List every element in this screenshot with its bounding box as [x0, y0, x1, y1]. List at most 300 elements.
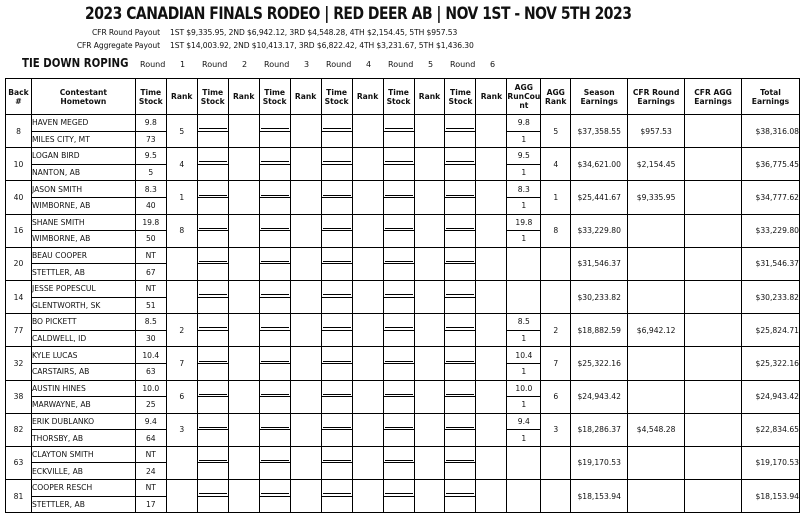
cfr-round-earnings: [628, 446, 685, 479]
round-label: Round: [450, 60, 476, 69]
round5-stock: [383, 164, 414, 181]
empty-time-box: [261, 149, 289, 162]
season-earnings: $34,621.00: [571, 148, 628, 181]
empty-time-box: [323, 149, 351, 162]
round5-rank: [414, 214, 445, 247]
agg-rank: 8: [541, 214, 571, 247]
round2-rank: [228, 280, 259, 313]
round1-stock: 5: [135, 164, 166, 181]
round2-time: [197, 446, 228, 463]
round2-rank: [228, 115, 259, 148]
round5-rank: [414, 380, 445, 413]
contestant-hometown: NANTON, AB: [31, 164, 135, 181]
round2-stock: [197, 197, 228, 214]
header-r5-rank: Rank: [414, 79, 445, 115]
round4-rank: [352, 148, 383, 181]
round2-time: [197, 181, 228, 198]
round4-stock: [321, 496, 352, 513]
agg-rank: 4: [541, 148, 571, 181]
header-r5-time: Time Stock: [383, 79, 414, 115]
empty-time-box: [199, 249, 227, 262]
round6-stock: [445, 264, 476, 281]
table-row: [6, 480, 800, 497]
empty-time-box: [199, 216, 227, 229]
round2-stock: [197, 264, 228, 281]
contestant-hometown: MILES CITY, MT: [31, 131, 135, 148]
round3-rank: [290, 280, 321, 313]
empty-time-box: [261, 415, 289, 428]
empty-time-box: [323, 249, 351, 262]
round3-rank: [290, 148, 321, 181]
table-row: [6, 115, 800, 132]
empty-time-box: [385, 349, 413, 362]
header-r6-rank: Rank: [476, 79, 507, 115]
back-number: 63: [6, 446, 32, 479]
empty-time-box: [199, 282, 227, 295]
round6-stock: [445, 463, 476, 480]
header-r1-time: Time Stock: [135, 79, 166, 115]
contestant-name: KYLE LUCAS: [31, 347, 135, 364]
round5-stock: [383, 264, 414, 281]
round-number: 4: [366, 60, 372, 69]
agg-time: 10.0: [507, 380, 541, 397]
round3-stock: [259, 197, 290, 214]
round5-stock: [383, 297, 414, 314]
empty-time-box: [446, 349, 474, 362]
round6-stock: [445, 297, 476, 314]
round1-time: 10.0: [135, 380, 166, 397]
round3-time: [259, 380, 290, 397]
empty-time-box: [446, 116, 474, 129]
agg-time: [507, 446, 541, 479]
round5-rank: [414, 115, 445, 148]
header-cfr-agg-earnings: CFR AGG Earnings: [685, 79, 742, 115]
round5-stock: [383, 397, 414, 414]
page-title: 2023 CANADIAN FINALS RODEO | RED DEER AB | NOV 1ST - NOV 5TH 2023: [85, 4, 632, 24]
round4-stock: [321, 330, 352, 347]
round3-time: [259, 181, 290, 198]
total-earnings: $38,316.08: [741, 115, 799, 148]
round4-time: [321, 380, 352, 397]
round3-time: [259, 347, 290, 364]
agg-time: [507, 247, 541, 280]
round5-stock: [383, 463, 414, 480]
round3-rank: [290, 347, 321, 380]
round4-rank: [352, 280, 383, 313]
empty-time-box: [323, 216, 351, 229]
agg-runcount: 1: [507, 330, 541, 347]
contestant-hometown: GLENTWORTH, SK: [31, 297, 135, 314]
round5-stock: [383, 330, 414, 347]
agg-time: 9.8: [507, 115, 541, 132]
round1-rank: 4: [166, 148, 197, 181]
event-title: TIE DOWN ROPING: [22, 56, 129, 70]
round5-rank: [414, 446, 445, 479]
back-number: 38: [6, 380, 32, 413]
empty-time-box: [199, 382, 227, 395]
empty-time-box: [446, 448, 474, 461]
round1-rank: 1: [166, 181, 197, 214]
contestant-hometown: STETTLER, AB: [31, 496, 135, 513]
season-earnings: $24,943.42: [571, 380, 628, 413]
table-row: [6, 380, 800, 397]
round6-rank: [476, 413, 507, 446]
agg-time: [507, 480, 541, 513]
round1-time: 9.5: [135, 148, 166, 165]
total-earnings: $33,229.80: [741, 214, 799, 247]
round3-time: [259, 413, 290, 430]
round4-stock: [321, 463, 352, 480]
round6-time: [445, 480, 476, 497]
round4-rank: [352, 314, 383, 347]
round-number: 2: [242, 60, 248, 69]
agg-rank: [541, 247, 571, 280]
round1-time: 19.8: [135, 214, 166, 231]
round2-rank: [228, 446, 259, 479]
round2-rank: [228, 314, 259, 347]
round4-stock: [321, 297, 352, 314]
round4-stock: [321, 231, 352, 248]
round4-rank: [352, 413, 383, 446]
empty-time-box: [385, 216, 413, 229]
cfr-agg-earnings: [685, 247, 742, 280]
empty-time-box: [323, 415, 351, 428]
round6-time: [445, 413, 476, 430]
total-earnings: $18,153.94: [741, 480, 799, 513]
empty-time-box: [446, 282, 474, 295]
season-earnings: $31,546.37: [571, 247, 628, 280]
round-label: Round: [264, 60, 290, 69]
round3-stock: [259, 330, 290, 347]
header-contestant: Contestant Hometown: [31, 79, 135, 115]
contestant-name: ERIK DUBLANKO: [31, 413, 135, 430]
cfr-agg-earnings: [685, 413, 742, 446]
back-number: 10: [6, 148, 32, 181]
empty-time-box: [385, 282, 413, 295]
round5-stock: [383, 496, 414, 513]
round2-rank: [228, 148, 259, 181]
header-total-earnings: Total Earnings: [741, 79, 799, 115]
round2-stock: [197, 164, 228, 181]
agg-time: 10.4: [507, 347, 541, 364]
cfr-agg-earnings: [685, 446, 742, 479]
round5-rank: [414, 314, 445, 347]
round3-stock: [259, 363, 290, 380]
round5-time: [383, 446, 414, 463]
empty-time-box: [385, 116, 413, 129]
round2-time: [197, 115, 228, 132]
round6-rank: [476, 380, 507, 413]
cfr-agg-earnings: [685, 148, 742, 181]
round2-time: [197, 280, 228, 297]
cfr-round-earnings: [628, 214, 685, 247]
round1-time: NT: [135, 480, 166, 497]
round6-time: [445, 380, 476, 397]
contestant-name: LOGAN BIRD: [31, 148, 135, 165]
round5-stock: [383, 197, 414, 214]
round1-rank: 8: [166, 214, 197, 247]
agg-rank: 2: [541, 314, 571, 347]
round2-rank: [228, 413, 259, 446]
round4-rank: [352, 446, 383, 479]
round4-rank: [352, 347, 383, 380]
cfr-round-earnings: $4,548.28: [628, 413, 685, 446]
round1-rank: 5: [166, 115, 197, 148]
cfr-agg-earnings: [685, 480, 742, 513]
total-earnings: $19,170.53: [741, 446, 799, 479]
header-season-earnings: Season Earnings: [571, 79, 628, 115]
agg-rank: 7: [541, 347, 571, 380]
empty-time-box: [199, 349, 227, 362]
table-header-row: [6, 79, 800, 115]
round3-stock: [259, 297, 290, 314]
empty-time-box: [261, 349, 289, 362]
empty-time-box: [199, 149, 227, 162]
empty-time-box: [261, 382, 289, 395]
contestant-hometown: STETTLER, AB: [31, 264, 135, 281]
empty-time-box: [385, 415, 413, 428]
empty-time-box: [323, 282, 351, 295]
round5-time: [383, 413, 414, 430]
back-number: 81: [6, 480, 32, 513]
empty-time-box: [199, 315, 227, 328]
round2-stock: [197, 330, 228, 347]
round4-time: [321, 413, 352, 430]
cfr-agg-earnings: [685, 115, 742, 148]
table-row: [6, 247, 800, 264]
table-row: [6, 413, 800, 430]
round3-time: [259, 480, 290, 497]
total-earnings: $22,834.65: [741, 413, 799, 446]
round4-time: [321, 148, 352, 165]
round3-rank: [290, 314, 321, 347]
season-earnings: $30,233.82: [571, 280, 628, 313]
back-number: 77: [6, 314, 32, 347]
round6-stock: [445, 131, 476, 148]
round6-stock: [445, 430, 476, 447]
table-row: [6, 280, 800, 297]
season-earnings: $37,358.55: [571, 115, 628, 148]
empty-time-box: [199, 183, 227, 196]
back-number: 14: [6, 280, 32, 313]
back-number: 16: [6, 214, 32, 247]
round6-time: [445, 446, 476, 463]
agg-rank: 6: [541, 380, 571, 413]
round6-time: [445, 314, 476, 331]
round1-rank: 7: [166, 347, 197, 380]
round4-time: [321, 446, 352, 463]
round-number: 1: [180, 60, 186, 69]
round2-time: [197, 148, 228, 165]
empty-time-box: [323, 382, 351, 395]
empty-time-box: [199, 415, 227, 428]
total-earnings: $36,775.45: [741, 148, 799, 181]
round6-time: [445, 214, 476, 231]
round6-stock: [445, 231, 476, 248]
empty-time-box: [323, 349, 351, 362]
round2-stock: [197, 397, 228, 414]
table-row: [6, 347, 800, 364]
header-agg-runcount: AGG RunCou nt: [507, 79, 541, 115]
round6-rank: [476, 247, 507, 280]
round4-time: [321, 280, 352, 297]
agg-time: 8.3: [507, 181, 541, 198]
round1-rank: [166, 446, 197, 479]
round-label: Round: [140, 60, 166, 69]
round6-stock: [445, 330, 476, 347]
empty-time-box: [385, 382, 413, 395]
round6-time: [445, 347, 476, 364]
round1-stock: 67: [135, 264, 166, 281]
round4-time: [321, 247, 352, 264]
table-row: [6, 314, 800, 331]
round3-rank: [290, 413, 321, 446]
cfr-round-earnings: [628, 347, 685, 380]
back-number: 82: [6, 413, 32, 446]
round2-stock: [197, 496, 228, 513]
round6-stock: [445, 363, 476, 380]
cfr-round-earnings: $9,335.95: [628, 181, 685, 214]
round5-time: [383, 280, 414, 297]
round2-rank: [228, 181, 259, 214]
season-earnings: $25,441.67: [571, 181, 628, 214]
round4-stock: [321, 430, 352, 447]
round5-rank: [414, 280, 445, 313]
season-earnings: $18,286.37: [571, 413, 628, 446]
round1-rank: 6: [166, 380, 197, 413]
table-row: [6, 148, 800, 165]
contestant-name: BEAU COOPER: [31, 247, 135, 264]
round2-time: [197, 247, 228, 264]
round5-time: [383, 347, 414, 364]
round2-time: [197, 347, 228, 364]
round1-stock: 50: [135, 231, 166, 248]
header-r2-time: Time Stock: [197, 79, 228, 115]
empty-time-box: [446, 315, 474, 328]
round4-stock: [321, 363, 352, 380]
round-number: 6: [490, 60, 496, 69]
empty-time-box: [446, 216, 474, 229]
round5-rank: [414, 148, 445, 181]
round1-time: 10.4: [135, 347, 166, 364]
empty-time-box: [385, 315, 413, 328]
contestant-name: JESSE POPESCUL: [31, 280, 135, 297]
back-number: 8: [6, 115, 32, 148]
round1-stock: 30: [135, 330, 166, 347]
round-label: Round: [388, 60, 414, 69]
empty-time-box: [261, 481, 289, 494]
round2-time: [197, 314, 228, 331]
round3-rank: [290, 480, 321, 513]
round5-time: [383, 380, 414, 397]
round6-rank: [476, 314, 507, 347]
empty-time-box: [261, 116, 289, 129]
agg-rank: [541, 480, 571, 513]
contestant-name: JASON SMITH: [31, 181, 135, 198]
aggregate-payout-values: 1ST $14,003.92, 2ND $10,413.17, 3RD $6,822.42, 4TH $3,231.67, 5TH $1,436.30: [170, 41, 474, 50]
round4-rank: [352, 115, 383, 148]
empty-time-box: [261, 315, 289, 328]
round6-stock: [445, 397, 476, 414]
cfr-round-earnings: $6,942.12: [628, 314, 685, 347]
round3-time: [259, 148, 290, 165]
agg-rank: 5: [541, 115, 571, 148]
empty-time-box: [446, 415, 474, 428]
round4-stock: [321, 164, 352, 181]
agg-rank: [541, 446, 571, 479]
contestant-hometown: WIMBORNE, AB: [31, 197, 135, 214]
round3-time: [259, 446, 290, 463]
empty-time-box: [261, 249, 289, 262]
round5-rank: [414, 347, 445, 380]
round2-time: [197, 480, 228, 497]
aggregate-payout-line: [0, 41, 800, 53]
round-label: Round: [202, 60, 228, 69]
round2-stock: [197, 463, 228, 480]
cfr-round-earnings: [628, 280, 685, 313]
empty-time-box: [199, 116, 227, 129]
round3-stock: [259, 496, 290, 513]
round4-stock: [321, 397, 352, 414]
round1-stock: 24: [135, 463, 166, 480]
empty-time-box: [323, 315, 351, 328]
total-earnings: $25,824.71: [741, 314, 799, 347]
round6-rank: [476, 480, 507, 513]
empty-time-box: [261, 448, 289, 461]
round3-time: [259, 247, 290, 264]
header-back: Back #: [6, 79, 32, 115]
table-row: [6, 214, 800, 231]
round6-stock: [445, 197, 476, 214]
round2-stock: [197, 297, 228, 314]
season-earnings: $18,153.94: [571, 480, 628, 513]
round1-time: 8.3: [135, 181, 166, 198]
header-r4-rank: Rank: [352, 79, 383, 115]
round2-time: [197, 380, 228, 397]
round2-stock: [197, 363, 228, 380]
total-earnings: $30,233.82: [741, 280, 799, 313]
round2-stock: [197, 131, 228, 148]
empty-time-box: [261, 216, 289, 229]
agg-rank: [541, 280, 571, 313]
total-earnings: $31,546.37: [741, 247, 799, 280]
season-earnings: $18,882.59: [571, 314, 628, 347]
contestant-name: COOPER RESCH: [31, 480, 135, 497]
round4-rank: [352, 480, 383, 513]
round3-stock: [259, 131, 290, 148]
empty-time-box: [199, 481, 227, 494]
table-row: [6, 446, 800, 463]
round5-stock: [383, 363, 414, 380]
empty-time-box: [385, 481, 413, 494]
round6-stock: [445, 164, 476, 181]
round3-time: [259, 280, 290, 297]
round1-time: 9.4: [135, 413, 166, 430]
round-payout-label: CFR Round Payout: [91, 28, 160, 37]
round6-rank: [476, 347, 507, 380]
round5-time: [383, 181, 414, 198]
contestant-hometown: WIMBORNE, AB: [31, 231, 135, 248]
round5-time: [383, 115, 414, 132]
round5-time: [383, 247, 414, 264]
round-number: 5: [428, 60, 434, 69]
round4-time: [321, 314, 352, 331]
round4-time: [321, 347, 352, 364]
round6-time: [445, 115, 476, 132]
cfr-agg-earnings: [685, 347, 742, 380]
empty-time-box: [199, 448, 227, 461]
round5-time: [383, 314, 414, 331]
